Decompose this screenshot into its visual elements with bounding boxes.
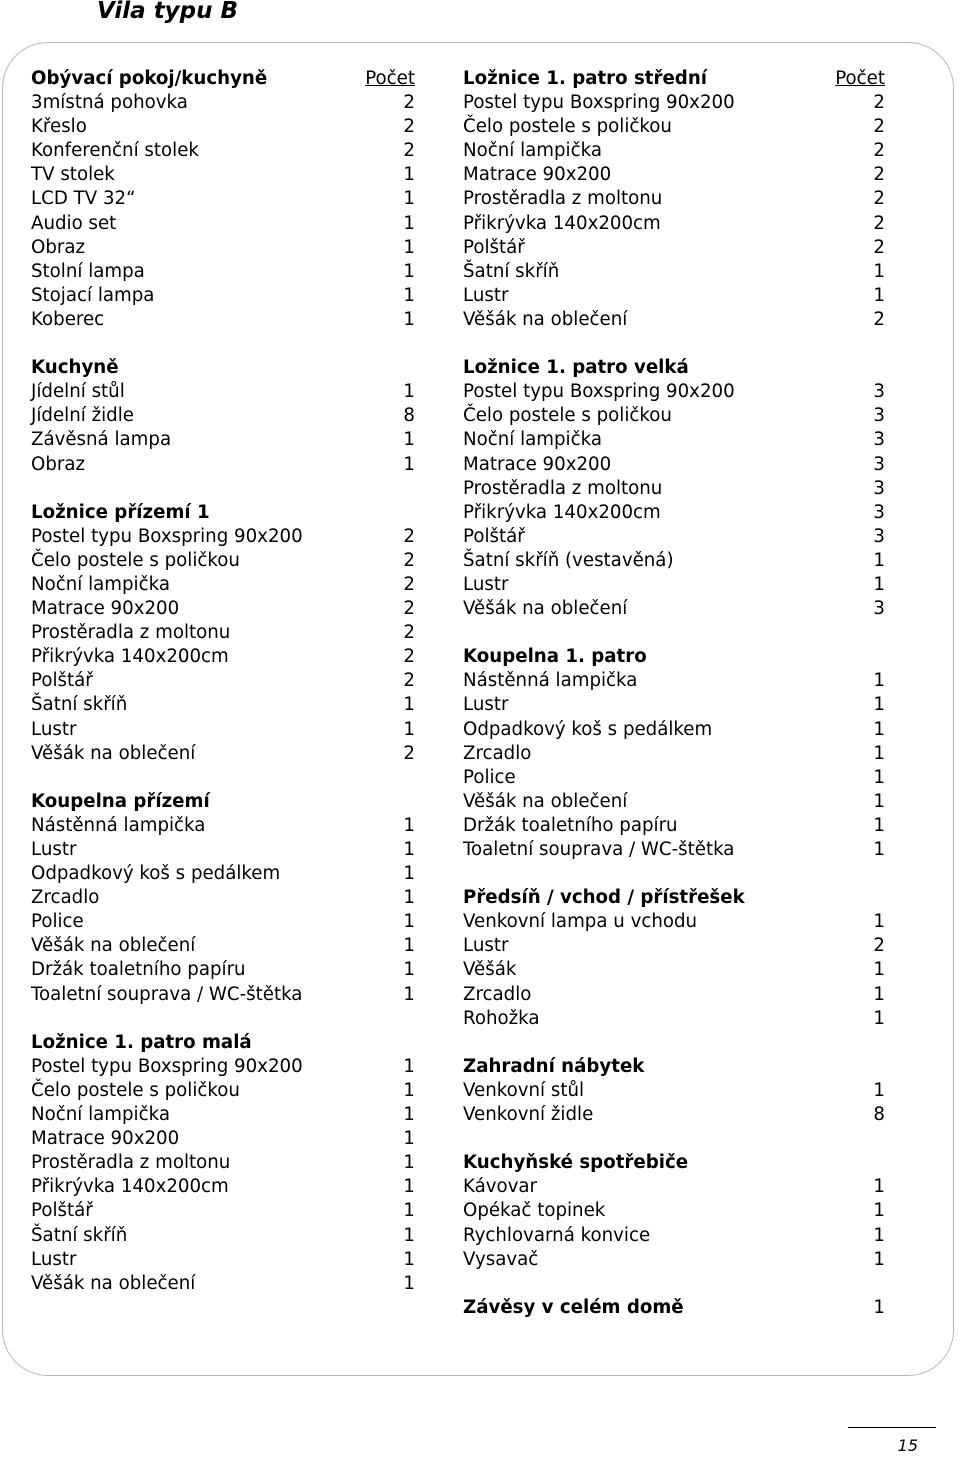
item-name: Šatní skříň: [463, 260, 560, 282]
item-name: Obraz: [31, 453, 86, 475]
inventory-item-row: [31, 549, 415, 573]
item-count: 1: [403, 260, 415, 282]
item-count: 1: [873, 839, 885, 860]
item-count: 1: [403, 1128, 415, 1150]
inventory-item-row: [463, 1199, 885, 1223]
inventory-item-row: [463, 260, 885, 284]
item-count: 1: [873, 766, 885, 788]
section-header: [463, 1296, 885, 1320]
item-count: 1: [403, 453, 415, 475]
item-count: 2: [403, 598, 415, 620]
item-count: 2: [873, 116, 885, 138]
item-count: 3: [873, 501, 885, 523]
inventory-item-row: [463, 693, 885, 717]
item-count: 2: [403, 140, 415, 162]
item-name: Prostěradla z moltonu: [31, 622, 231, 644]
item-name: Odpadkový koš s pedálkem: [31, 863, 281, 885]
item-name: Věšák na oblečení: [31, 935, 196, 957]
item-name: Lustr: [463, 573, 509, 595]
inventory-item-row: [463, 597, 885, 621]
item-count: 2: [403, 116, 415, 138]
section-gap: [463, 1127, 885, 1151]
item-name: Stolní lampa: [31, 260, 145, 282]
section-gap: [31, 1007, 415, 1031]
item-count: 1: [403, 1152, 415, 1174]
item-count: 2: [403, 646, 415, 668]
item-name: Lustr: [463, 935, 509, 957]
inventory-item-row: [463, 814, 885, 838]
inventory-item-row: [463, 91, 885, 115]
inventory-item-row: [463, 1103, 885, 1127]
inventory-item-row: [31, 910, 415, 934]
item-count: 2: [873, 92, 885, 114]
section-header: [31, 790, 415, 814]
inventory-item-row: [463, 525, 885, 549]
item-name: Polštář: [31, 1200, 93, 1222]
item-name: TV stolek: [31, 164, 115, 186]
inventory-item-row: [463, 910, 885, 934]
item-count: 2: [403, 525, 415, 547]
item-name: Čelo postele s poličkou: [31, 1079, 240, 1101]
item-count: 2: [403, 742, 415, 764]
item-name: Prostěradla z moltonu: [31, 1152, 231, 1174]
inventory-item-row: [31, 380, 415, 404]
item-name: Venkovní stůl: [463, 1079, 585, 1101]
item-count: 2: [403, 573, 415, 595]
section-gap: [31, 766, 415, 790]
item-count: 1: [873, 983, 885, 1005]
inventory-item-row: [463, 1079, 885, 1103]
section-header: [463, 1055, 885, 1079]
item-count: 2: [873, 140, 885, 162]
section-title: Koupelna přízemí: [31, 790, 210, 812]
item-count: 1: [403, 1176, 415, 1198]
item-name: Věšák na oblečení: [31, 1272, 196, 1294]
section-title: Závěsy v celém domě: [463, 1296, 684, 1318]
item-count: 1: [873, 1007, 885, 1029]
inventory-item-row: [31, 645, 415, 669]
inventory-item-row: [463, 838, 885, 862]
item-count: 1: [873, 790, 885, 812]
item-name: Obraz: [31, 236, 86, 258]
section-header: [31, 501, 415, 525]
item-count: 1: [403, 1200, 415, 1222]
item-count: 1: [873, 260, 885, 282]
inventory-item-row: [463, 790, 885, 814]
inventory-item-row: [31, 260, 415, 284]
item-count: 3: [873, 598, 885, 620]
inventory-item-row: [463, 139, 885, 163]
item-name: Noční lampička: [463, 429, 602, 451]
section-title: Obývací pokoj/kuchyně: [31, 68, 268, 89]
item-name: Rychlovarná konvice: [463, 1224, 651, 1246]
item-name: Čelo postele s poličkou: [31, 549, 240, 571]
item-name: Lustr: [463, 694, 509, 716]
inventory-item-row: [31, 1199, 415, 1223]
item-count: 1: [873, 1224, 885, 1246]
item-count: 1: [873, 284, 885, 306]
inventory-item-row: [463, 404, 885, 428]
item-count: 2: [873, 236, 885, 258]
item-name: Lustr: [463, 284, 509, 306]
inventory-item-row: [463, 115, 885, 139]
item-name: Prostěradla z moltonu: [463, 477, 663, 499]
inventory-item-row: [463, 934, 885, 958]
item-count: 1: [403, 308, 415, 330]
item-count: 3: [873, 405, 885, 427]
item-name: Postel typu Boxspring 90x200: [31, 525, 303, 547]
section-gap: [31, 477, 415, 501]
item-name: Postel typu Boxspring 90x200: [463, 381, 735, 403]
item-name: Nástěnná lampička: [31, 814, 206, 836]
item-name: Postel typu Boxspring 90x200: [463, 92, 735, 114]
inventory-item-row: [31, 669, 415, 693]
item-count: 1: [873, 742, 885, 764]
inventory-item-row: [31, 693, 415, 717]
section-title: Ložnice přízemí 1: [31, 501, 210, 523]
item-count: 1: [873, 959, 885, 981]
inventory-item-row: [31, 862, 415, 886]
inventory-item-row: [463, 718, 885, 742]
item-count: 2: [403, 670, 415, 692]
item-count: 1: [403, 164, 415, 186]
footer-rule: [848, 1427, 936, 1428]
item-name: Audio set: [31, 212, 117, 234]
section-title: Ložnice 1. patro malá: [31, 1031, 252, 1053]
inventory-item-row: [31, 284, 415, 308]
item-count: 1: [403, 718, 415, 740]
item-name: Polštář: [463, 236, 525, 258]
item-count: 1: [403, 1248, 415, 1270]
inventory-item-row: [31, 404, 415, 428]
section-header: [31, 356, 415, 380]
item-name: Závěsná lampa: [31, 429, 172, 451]
section-header: [463, 1151, 885, 1175]
inventory-item-row: [31, 983, 415, 1007]
item-count: 1: [403, 1104, 415, 1126]
count-column-label: Počet: [835, 68, 885, 89]
item-name: Police: [463, 766, 516, 788]
item-name: Odpadkový koš s pedálkem: [463, 718, 713, 740]
item-count: 2: [873, 935, 885, 957]
item-count: 1: [873, 814, 885, 836]
inventory-item-row: [463, 187, 885, 211]
item-name: Držák toaletního papíru: [463, 814, 678, 836]
section-title: Ložnice 1. patro velká: [463, 357, 689, 379]
item-count: 2: [873, 164, 885, 186]
item-count: 1: [403, 959, 415, 981]
item-name: Lustr: [31, 839, 77, 860]
item-count: 1: [403, 1079, 415, 1101]
item-name: Zrcadlo: [31, 887, 100, 909]
inventory-item-row: [31, 525, 415, 549]
item-name: Přikrývka 140x200cm: [463, 212, 661, 234]
inventory-item-row: [463, 983, 885, 1007]
item-name: Koberec: [31, 308, 105, 330]
section-gap: [31, 332, 415, 356]
item-name: Nástěnná lampička: [463, 670, 638, 692]
inventory-item-row: [463, 453, 885, 477]
item-count: 1: [873, 718, 885, 740]
item-name: Polštář: [31, 670, 93, 692]
item-count: 1: [403, 284, 415, 306]
inventory-item-row: [31, 91, 415, 115]
inventory-item-row: [31, 1055, 415, 1079]
inventory-item-row: [31, 597, 415, 621]
section-gap: [463, 1272, 885, 1296]
inventory-item-row: [463, 766, 885, 790]
section-title: Předsíň / vchod / přístřešek: [463, 887, 745, 909]
item-count: 2: [873, 188, 885, 210]
item-name: Venkovní lampa u vchodu: [463, 911, 698, 933]
item-name: Šatní skříň (vestavěná): [463, 549, 674, 571]
item-count: 1: [403, 814, 415, 836]
inventory-item-row: [463, 742, 885, 766]
item-count: 1: [403, 188, 415, 210]
inventory-item-row: [31, 428, 415, 452]
inventory-item-row: [31, 308, 415, 332]
item-name: Noční lampička: [463, 140, 602, 162]
item-count: 1: [403, 1055, 415, 1077]
item-name: Toaletní souprava / WC-štětka: [463, 839, 735, 860]
section-header: [463, 645, 885, 669]
item-name: Lustr: [31, 718, 77, 740]
item-count: 8: [873, 1104, 885, 1126]
item-name: 3místná pohovka: [31, 92, 188, 114]
item-name: Držák toaletního papíru: [31, 959, 246, 981]
item-name: Prostěradla z moltonu: [463, 188, 663, 210]
inventory-item-row: [463, 308, 885, 332]
item-name: Šatní skříň: [31, 1224, 128, 1246]
item-name: Rohožka: [463, 1007, 540, 1029]
page-title: Vila typu B: [97, 0, 239, 24]
item-count: 2: [873, 212, 885, 234]
item-count: 3: [873, 525, 885, 547]
inventory-item-row: [31, 621, 415, 645]
inventory-item-row: [463, 163, 885, 187]
item-name: Zrcadlo: [463, 983, 532, 1005]
item-count: 1: [403, 694, 415, 716]
section-header: [463, 356, 885, 380]
item-name: Venkovní židle: [463, 1104, 594, 1126]
item-name: Noční lampička: [31, 1104, 170, 1126]
item-count: 3: [873, 429, 885, 451]
item-count: 2: [403, 92, 415, 114]
section-header: [463, 67, 885, 91]
inventory-item-row: [31, 453, 415, 477]
count-column-label: Počet: [365, 68, 415, 89]
section-header: [463, 886, 885, 910]
section-title: Kuchyňské spotřebiče: [463, 1152, 689, 1174]
item-name: Křeslo: [31, 116, 87, 138]
inventory-item-row: [31, 886, 415, 910]
count-column-label: 1: [873, 1296, 885, 1318]
inventory-item-row: [463, 1175, 885, 1199]
section-title: Koupelna 1. patro: [463, 646, 647, 668]
inventory-item-row: [463, 1007, 885, 1031]
item-count: 3: [873, 453, 885, 475]
inventory-item-row: [31, 1079, 415, 1103]
item-count: 1: [403, 863, 415, 885]
section-gap: [463, 332, 885, 356]
item-name: Čelo postele s poličkou: [463, 405, 672, 427]
section-header: [31, 1031, 415, 1055]
item-count: 1: [403, 1272, 415, 1294]
item-count: 1: [873, 1176, 885, 1198]
inventory-item-row: [31, 1151, 415, 1175]
inventory-item-row: [463, 549, 885, 573]
item-count: 1: [873, 694, 885, 716]
item-name: Kávovar: [463, 1176, 538, 1198]
item-count: 1: [873, 670, 885, 692]
inventory-item-row: [31, 1224, 415, 1248]
item-count: 1: [403, 381, 415, 403]
item-count: 1: [403, 1224, 415, 1246]
inventory-item-row: [31, 212, 415, 236]
item-name: Šatní skříň: [31, 694, 128, 716]
inventory-item-row: [31, 573, 415, 597]
inventory-item-row: [463, 669, 885, 693]
inventory-item-row: [463, 573, 885, 597]
inventory-item-row: [31, 115, 415, 139]
inventory-item-row: [31, 934, 415, 958]
inventory-item-row: [31, 838, 415, 862]
item-count: 2: [873, 308, 885, 330]
inventory-item-row: [31, 1248, 415, 1272]
inventory-item-row: [31, 139, 415, 163]
left-column: [31, 67, 415, 1296]
inventory-item-row: [463, 428, 885, 452]
item-name: Matrace 90x200: [463, 453, 612, 475]
item-name: Věšák na oblečení: [463, 598, 628, 620]
item-count: 1: [873, 549, 885, 571]
item-name: Věšák na oblečení: [463, 308, 628, 330]
right-column: [463, 67, 885, 1320]
item-name: Přikrývka 140x200cm: [31, 1176, 229, 1198]
item-name: Lustr: [31, 1248, 77, 1270]
item-count: 2: [403, 622, 415, 644]
inventory-item-row: [31, 1127, 415, 1151]
section-gap: [463, 1031, 885, 1055]
section-header: [31, 67, 415, 91]
inventory-item-row: [463, 501, 885, 525]
item-name: Postel typu Boxspring 90x200: [31, 1055, 303, 1077]
item-name: Konferenční stolek: [31, 140, 199, 162]
item-count: 1: [403, 839, 415, 860]
item-name: Matrace 90x200: [31, 1128, 180, 1150]
item-name: Zrcadlo: [463, 742, 532, 764]
inventory-item-row: [463, 1248, 885, 1272]
item-name: Přikrývka 140x200cm: [31, 646, 229, 668]
inventory-item-row: [31, 1103, 415, 1127]
item-name: Vysavač: [463, 1248, 539, 1270]
section-gap: [463, 621, 885, 645]
item-name: Jídelní stůl: [31, 381, 125, 403]
inventory-item-row: [463, 1224, 885, 1248]
item-name: Police: [31, 911, 84, 933]
item-name: Polštář: [463, 525, 525, 547]
item-count: 1: [873, 911, 885, 933]
item-count: 3: [873, 477, 885, 499]
item-count: 2: [403, 549, 415, 571]
item-count: 1: [403, 887, 415, 909]
section-gap: [463, 862, 885, 886]
item-count: 1: [403, 935, 415, 957]
item-name: Jídelní židle: [31, 405, 134, 427]
inventory-item-row: [31, 187, 415, 211]
item-count: 1: [403, 983, 415, 1005]
inventory-item-row: [463, 236, 885, 260]
item-count: 1: [403, 236, 415, 258]
item-count: 8: [403, 405, 415, 427]
inventory-item-row: [31, 742, 415, 766]
item-count: 1: [403, 911, 415, 933]
inventory-item-row: [463, 380, 885, 404]
item-count: 1: [403, 212, 415, 234]
item-name: Věšák na oblečení: [463, 790, 628, 812]
item-name: LCD TV 32“: [31, 188, 136, 210]
item-count: 1: [873, 1248, 885, 1270]
inventory-item-row: [31, 236, 415, 260]
section-title: Kuchyně: [31, 357, 119, 379]
inventory-item-row: [463, 284, 885, 308]
item-count: 1: [873, 1200, 885, 1222]
item-count: 3: [873, 381, 885, 403]
item-name: Věšák: [463, 959, 517, 981]
item-name: Matrace 90x200: [463, 164, 612, 186]
inventory-item-row: [31, 958, 415, 982]
item-name: Noční lampička: [31, 573, 170, 595]
inventory-item-row: [463, 477, 885, 501]
section-title: Zahradní nábytek: [463, 1055, 645, 1077]
section-title: Ložnice 1. patro střední: [463, 68, 708, 89]
inventory-item-row: [463, 212, 885, 236]
inventory-item-row: [31, 1175, 415, 1199]
item-name: Matrace 90x200: [31, 598, 180, 620]
item-name: Toaletní souprava / WC-štětka: [31, 983, 303, 1005]
inventory-item-row: [31, 1272, 415, 1296]
item-name: Stojací lampa: [31, 284, 155, 306]
item-name: Opékač topinek: [463, 1200, 606, 1222]
item-name: Věšák na oblečení: [31, 742, 196, 764]
page-number: 15: [897, 1436, 918, 1455]
item-name: Čelo postele s poličkou: [463, 116, 672, 138]
inventory-item-row: [463, 958, 885, 982]
item-count: 1: [873, 573, 885, 595]
inventory-item-row: [31, 718, 415, 742]
inventory-item-row: [31, 163, 415, 187]
inventory-item-row: [31, 814, 415, 838]
item-count: 1: [403, 429, 415, 451]
item-name: Přikrývka 140x200cm: [463, 501, 661, 523]
item-count: 1: [873, 1079, 885, 1101]
